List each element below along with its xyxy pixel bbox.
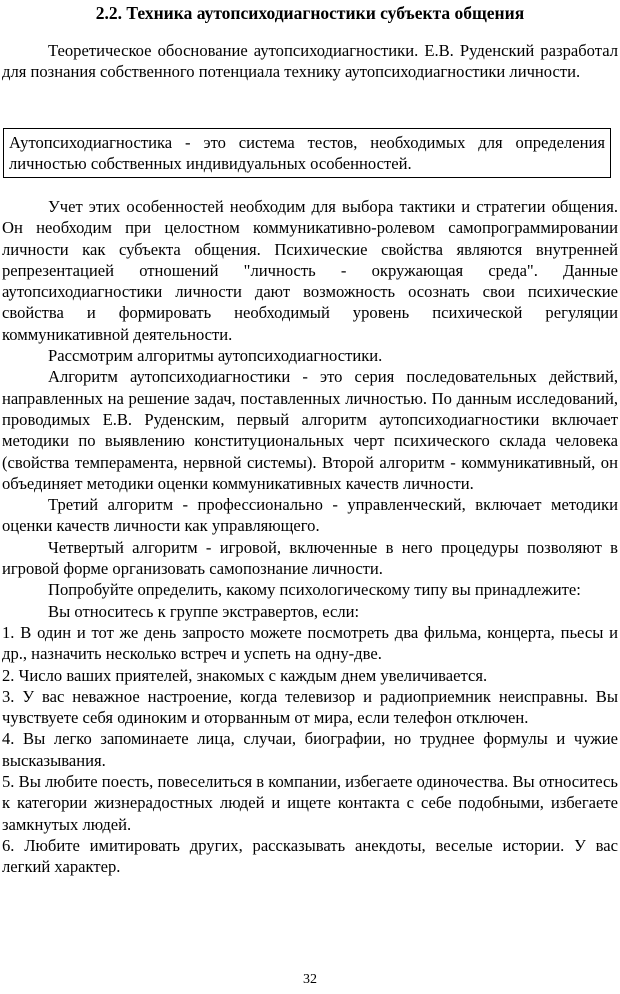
page-number: 32 — [303, 972, 317, 987]
list-item: 1. В один и тот же день запросто можете посмотреть два фильма, концерта, пьесы и др., назначить несколько встреч и успеть на одну-две. — [2, 622, 618, 664]
intro-paragraph: Теоретическое обоснование аутопсиходиагностики. Е.В. Руденский разработал для познания собственного потенциала технику аутопсиходиагностики личности. — [2, 41, 618, 82]
paragraph: Попробуйте определить, какому психологическому типу вы принадлежите: — [48, 580, 581, 600]
paragraph: Алгоритм аутопсиходиагностики - это серия последовательных действий, направленных на решение задач, поставленных личностью. По данным исследований, проводимых Е.В. Руденским, первый алгоритм аутопсиходиагностики включает методики по выявлению конституциональных черт психического склада человека (свойства темперамента, нервной системы). Второй алгоритм - коммуникативный, он объединяет методики оценки коммуникативных качеств личности. — [2, 367, 618, 493]
paragraph: Рассмотрим алгоритмы аутопсиходиагностики. — [48, 346, 383, 366]
paragraph: Вы относитесь к группе экстравертов, если: — [48, 601, 360, 621]
paragraph: Учет этих особенностей необходим для выбора тактики и стратегии общения. Он необходим при целостном коммуникативно-ролевом самопрограммировании личности как субъекта общения. Психические свойства являются внутренней репрезентацией отношений "личность - окружающая среда". Данные аутопсиходиагностики личности дают возможность осознать свои психические свойства и формировать необходимый уровень психической регуляции коммуникативной деятельности. — [2, 197, 618, 344]
list-item: 6. Любите имитировать других, рассказывать анекдоты, веселые истории. У вас легкий характер. — [2, 835, 618, 877]
paragraph: Четвертый алгоритм - игровой, включенные в него процедуры позволяют в игровой форме организовать самопознание личности. — [2, 537, 618, 579]
list-item: 5. Вы любите поесть, повеселиться в компании, избегаете одиночества. Вы относитесь к категории жизнерадостных людей и ищете контакта с себе подобными, избегаете замкнутых людей. — [2, 772, 618, 834]
list-item: 3. У вас неважное настроение, когда телевизор и радиоприемник неисправны. Вы чувствуете себя одиноким и оторванным от мира, если телефон отключен. — [2, 686, 618, 728]
list-item: 4. Вы легко запоминаете лица, случаи, биографии, но труднее формулы и чужие высказывания. — [2, 729, 618, 770]
definition-box: Аутопсиходиагностика - это система тестов, необходимых для определения личностью собственных индивидуальных особенностей. — [3, 128, 611, 178]
list-item: 2. Число ваших приятелей, знакомых с каждым днем увеличивается. — [2, 665, 488, 685]
paragraph: Третий алгоритм - профессионально - управленческий, включает методики оценки качеств личности как управляющего. — [2, 495, 618, 536]
section-title: 2.2. Техника аутопсиходиагностики субъекта общения — [95, 3, 525, 23]
body-text — [2, 196, 618, 878]
intro-block — [2, 40, 618, 83]
